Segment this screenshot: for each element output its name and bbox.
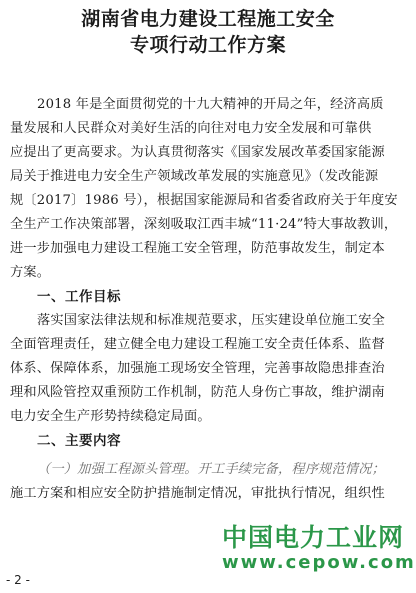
section-heading-goals: 一、工作目标 [37, 289, 121, 305]
watermark-url: www.cepow.com [222, 552, 416, 573]
document-title-line-2: 专项行动工作方案 [129, 34, 286, 56]
paragraph-2-line-2: 全面管理责任，建立健全电力建设工程施工安全责任体系、监督 [10, 337, 385, 352]
paragraph-2-line-5: 电力安全生产形势持续稳定局面。 [10, 409, 211, 424]
paragraph-3-line-2: 施工方案和相应安全防护措施制定情况，审批执行情况，组织性 [10, 486, 385, 501]
paragraph-1-line-7: 进一步加强电力建设工程施工安全管理，防范事故发生，制定本 [10, 241, 385, 256]
page-number: - 2 - [6, 573, 30, 587]
paragraph-3-line-1: （一）加强工程源头管理。开工手续完备，程序规范情况； [37, 462, 386, 477]
document-title-line-1: 湖南省电力建设工程施工安全 [81, 8, 335, 30]
paragraph-2-line-4: 理和风险管控双重预防工作机制，防范人身伤亡事故，维护湖南 [10, 385, 385, 400]
paragraph-1-line-4: 局关于推进电力安全生产领域改革发展的实施意见》（发改能源 [10, 169, 379, 184]
paragraph-2-line-3: 体系、保障体系，加强施工现场安全管理，完善事故隐患排查治 [10, 361, 385, 376]
watermark-site-name: 中国电力工业网 [222, 523, 405, 552]
section-heading-content: 二、主要内容 [37, 433, 121, 449]
paragraph-1-line-1: 2018 年是全面贯彻党的十九大精神的开局之年，经济高质 [37, 97, 384, 112]
paragraph-2-line-1: 落实国家法律法规和标准规范要求，压实建设单位施工安全 [37, 313, 386, 328]
paragraph-1-line-6: 全生产工作决策部署，深刻吸取江西丰城“11·24”特大事故教训， [10, 217, 398, 232]
paragraph-1-line-5: 规〔2017〕1986 号），根据国家能源局和省委省政府关于年度安 [10, 193, 398, 208]
paragraph-1-line-8: 方案。 [10, 265, 51, 280]
paragraph-1-line-2: 量发展和人民群众对美好生活的向往对电力安全发展和可靠供 [10, 121, 372, 136]
paragraph-1-line-3: 应提出了更高要求。为认真贯彻落实《国家发展改革委国家能源 [10, 145, 385, 160]
